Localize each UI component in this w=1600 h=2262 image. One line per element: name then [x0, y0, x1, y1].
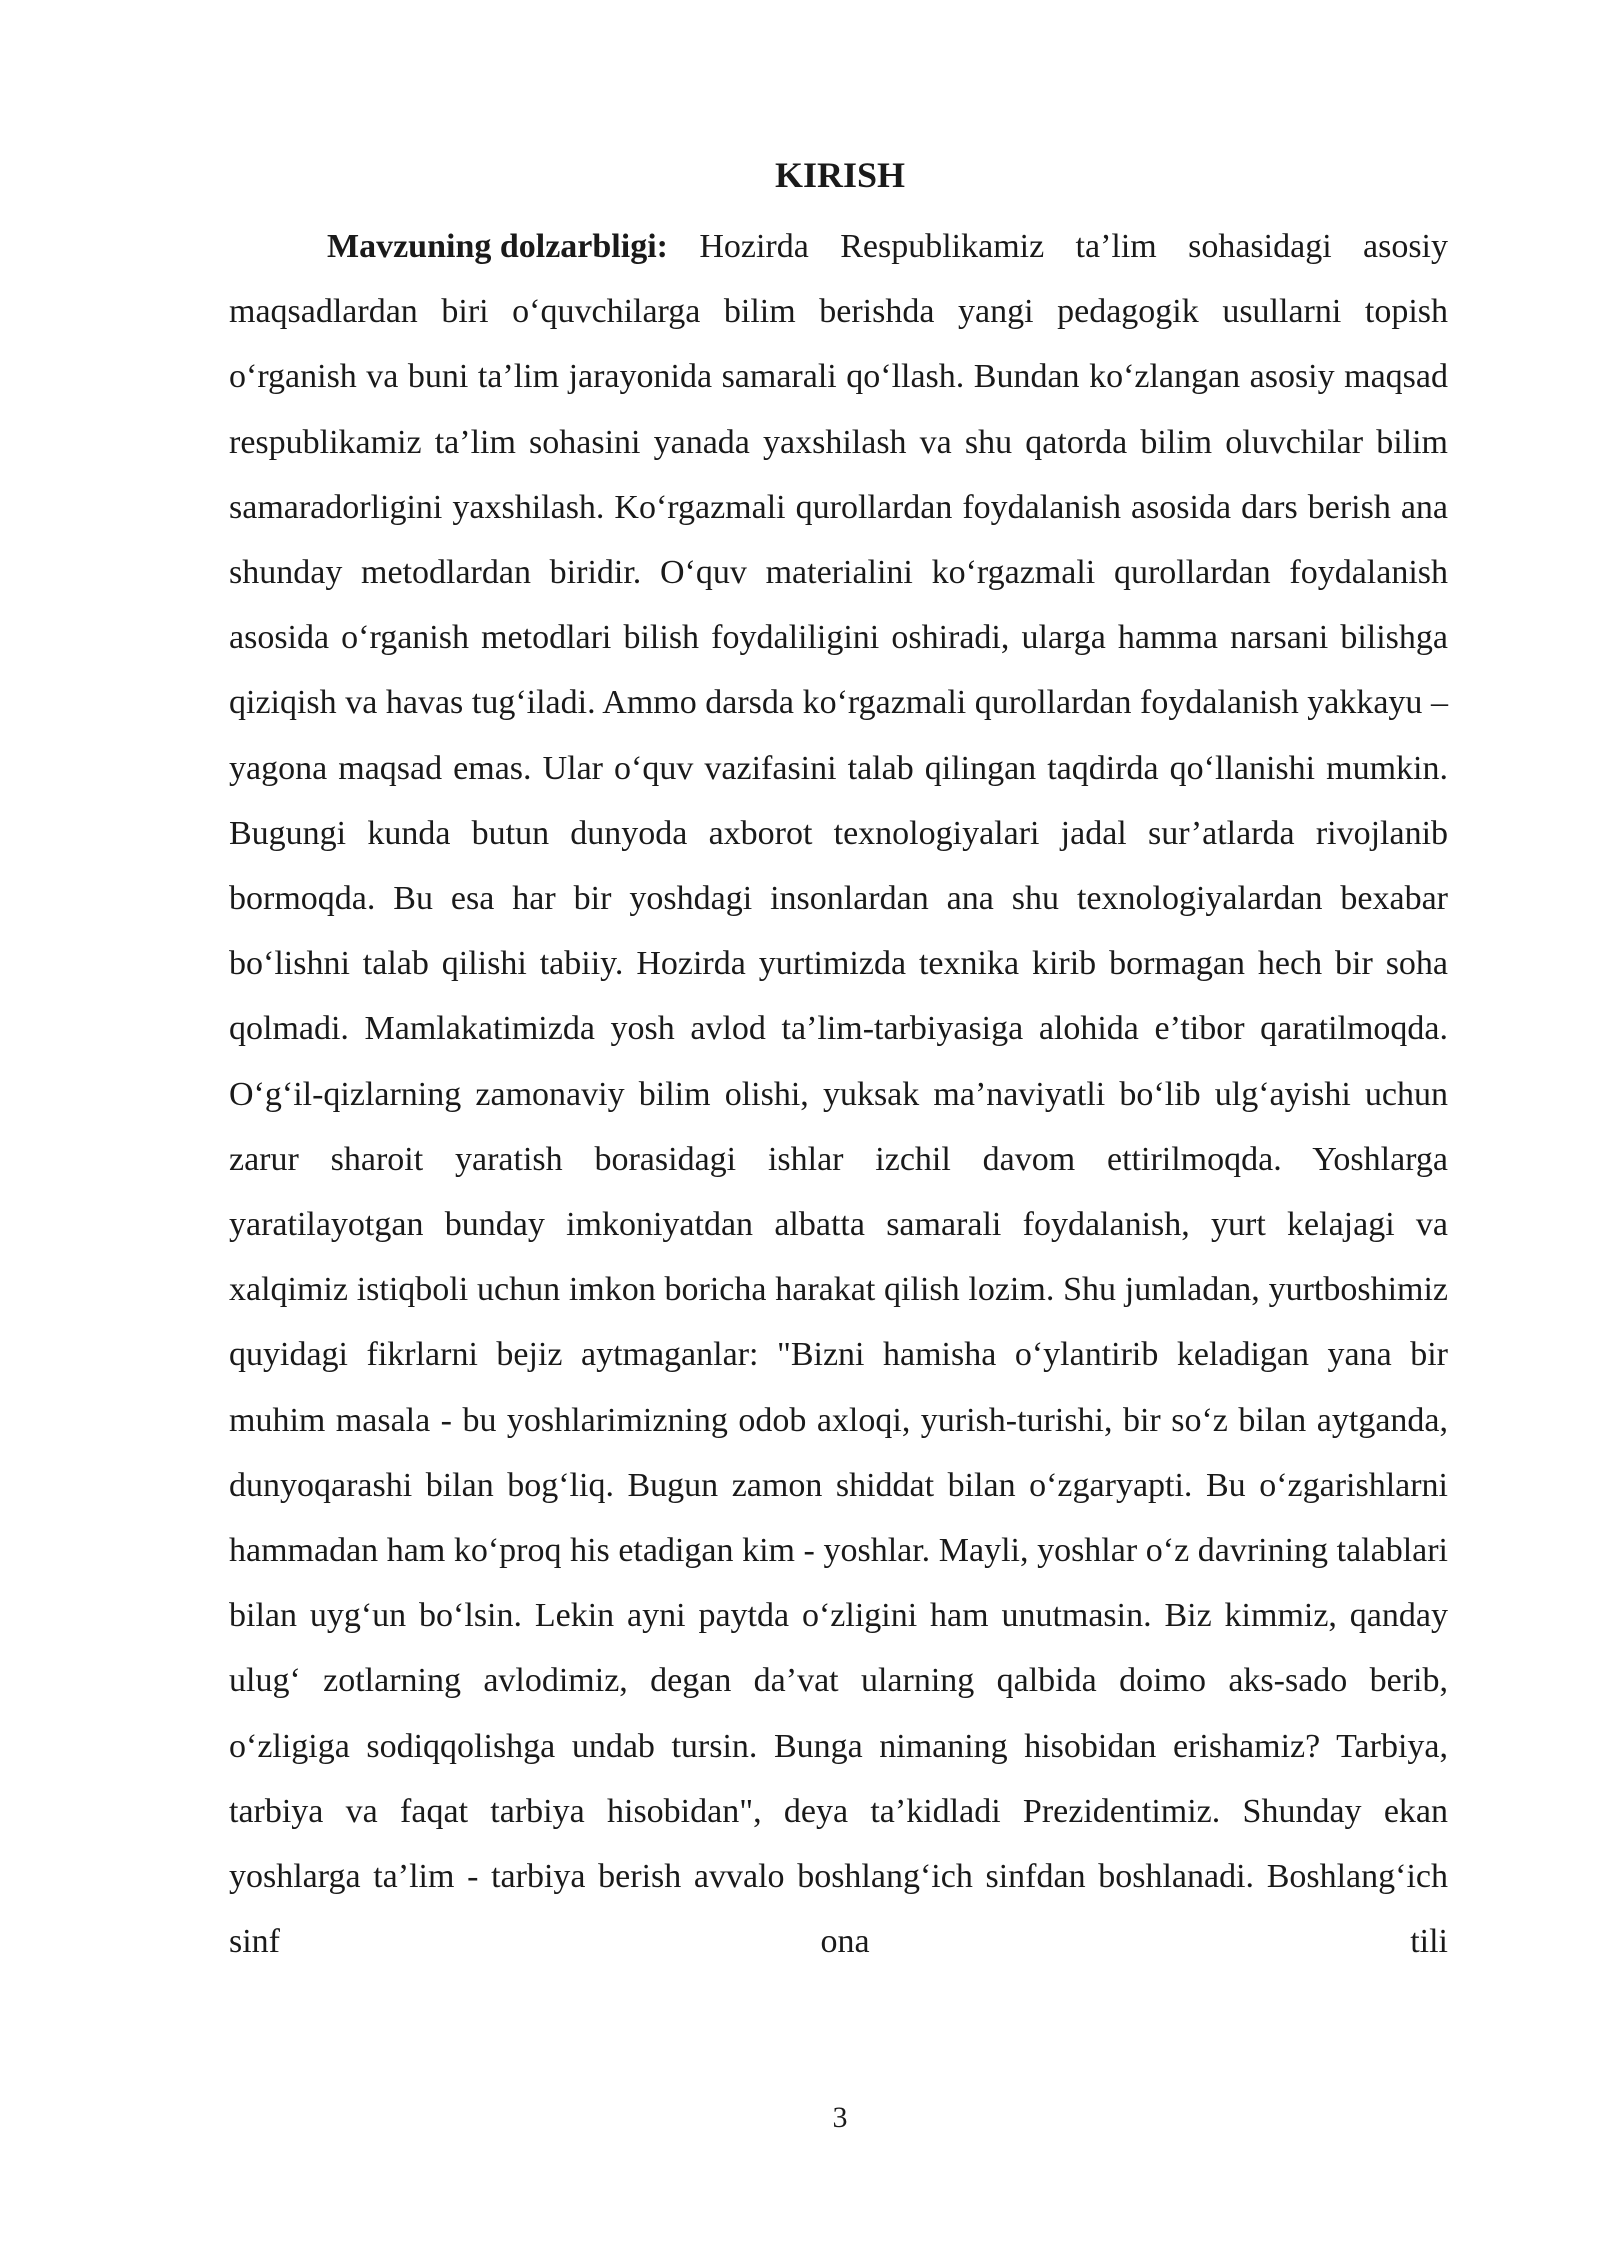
body-paragraph — [229, 214, 1448, 1974]
text-line: Bu o‘zgarishlarni hammadan ham ko‘proq his etadigan kim - yoshlar. Mayli, — [229, 1466, 1449, 1570]
text-line: yoshlar o‘z davrining talablari bilan uyg‘un bo‘lsin. Lekin ayni paytda o‘zligini — [229, 1532, 1449, 1635]
intro-label: Mavzuning dolzarbligi: — [327, 228, 668, 265]
text-line: maqsadlardan biri o‘quvchilarga bilim berishda yangi pedagogik usullarni topish — [229, 293, 1448, 331]
text-line: hisobidan", deya ta’kidladi Prezidentimiz. Shunday ekan yoshlarga ta’lim - — [229, 1792, 1449, 1896]
text-line: fikrlarni bejiz aytmaganlar: "Bizni hamisha o‘ylantirib keladigan yana bir — [366, 1336, 1448, 1374]
text-line: ularning qalbida doimo aks-sado berib, o‘zligiga sodiqqolishga undab tursin. — [229, 1662, 1448, 1765]
text-line: ham unutmasin. Biz kimmiz, qanday ulug‘ zotlarning avlodimiz, degan da’vat — [229, 1597, 1448, 1700]
text-line: borasidagi ishlar izchil davom ettirilmoqda. Yoshlarga yaratilayotgan bunday — [229, 1140, 1448, 1244]
text-line: texnika kirib bormagan hech bir soha qolmadi. Mamlakatimizda yosh avlod — [229, 945, 1449, 1048]
text-line: texnologiyalardan bexabar bo‘lishni talab qilishi tabiiy. Hozirda yurtimizda — [229, 880, 1448, 983]
section-heading: KIRISH — [774, 155, 906, 195]
text-line: maqsad emas. Ular o‘quv vazifasini talab qilingan taqdirda qo‘llanishi mumkin. — [338, 749, 1449, 787]
text-line: foydalanish asosida dars berish ana shunday metodlardan biridir. O‘quv — [229, 488, 1449, 592]
text-line: bilish foydaliligini oshiradi, ularga hamma narsani bilishga qiziqish va havas — [229, 619, 1449, 722]
text-line: rivojlanib bormoqda. Bu esa har bir yoshdagi insonlardan ana shu — [229, 814, 1449, 918]
text-line: maqsad respublikamiz ta’lim sohasini yanada yaxshilash va shu qatorda bilim — [229, 358, 1448, 461]
text-line: bilim olishi, yuksak ma’naviyatli bo‘lib ulg‘ayishi uchun zarur sharoit yaratish — [229, 1075, 1449, 1178]
text-line: Bunga nimaning hisobidan erishamiz? Tarbiya, tarbiya va faqat tarbiya — [229, 1727, 1448, 1830]
text-line: Hozirda Respublikamiz ta’lim sohasidagi asosiy — [699, 228, 1448, 265]
text-line: uchun imkon boricha harakat qilish lozim. Shu jumladan, yurtboshimiz quyidagi — [229, 1271, 1448, 1374]
text-line: tarbiya berish avvalo boshlang‘ich sinfdan boshlanadi. Boshlang‘ich sinf ona tili — [229, 1858, 1449, 1961]
text-line: tug‘iladi. Ammo darsda ko‘rgazmali qurollardan foydalanish yakkayu – yagona — [229, 684, 1448, 787]
text-line: oluvchilar bilim samaradorligini yaxshilash. Ko‘rgazmali qurollardan — [229, 423, 1449, 526]
text-line: Bugungi kunda butun dunyoda axborot texnologiyalari jadal sur’atlarda — [229, 814, 1295, 852]
page-number: 3 — [832, 2101, 848, 2134]
text-line: imkoniyatdan albatta samarali foydalanish, yurt kelajagi va xalqimiz istiqboli — [229, 1206, 1449, 1309]
text-line: muhim masala - bu yoshlarimizning odob axloqi, yurish-turishi, bir so‘z bilan — [229, 1401, 1307, 1439]
text-line: o‘rganish va buni ta’lim jarayonida samarali qo‘llash. Bundan ko‘zlangan asosiy — [229, 358, 1335, 396]
text-line: ta’lim-tarbiyasiga alohida e’tibor qaratilmoqda. O‘g‘il-qizlarning zamonaviy — [229, 1010, 1449, 1113]
text-line: aytganda, dunyoqarashi bilan bog‘liq. Bugun zamon shiddat bilan o‘zgaryapti. — [229, 1401, 1448, 1504]
text-line: materialini ko‘rgazmali qurollardan foydalanish asosida o‘rganish metodlari — [229, 554, 1449, 657]
